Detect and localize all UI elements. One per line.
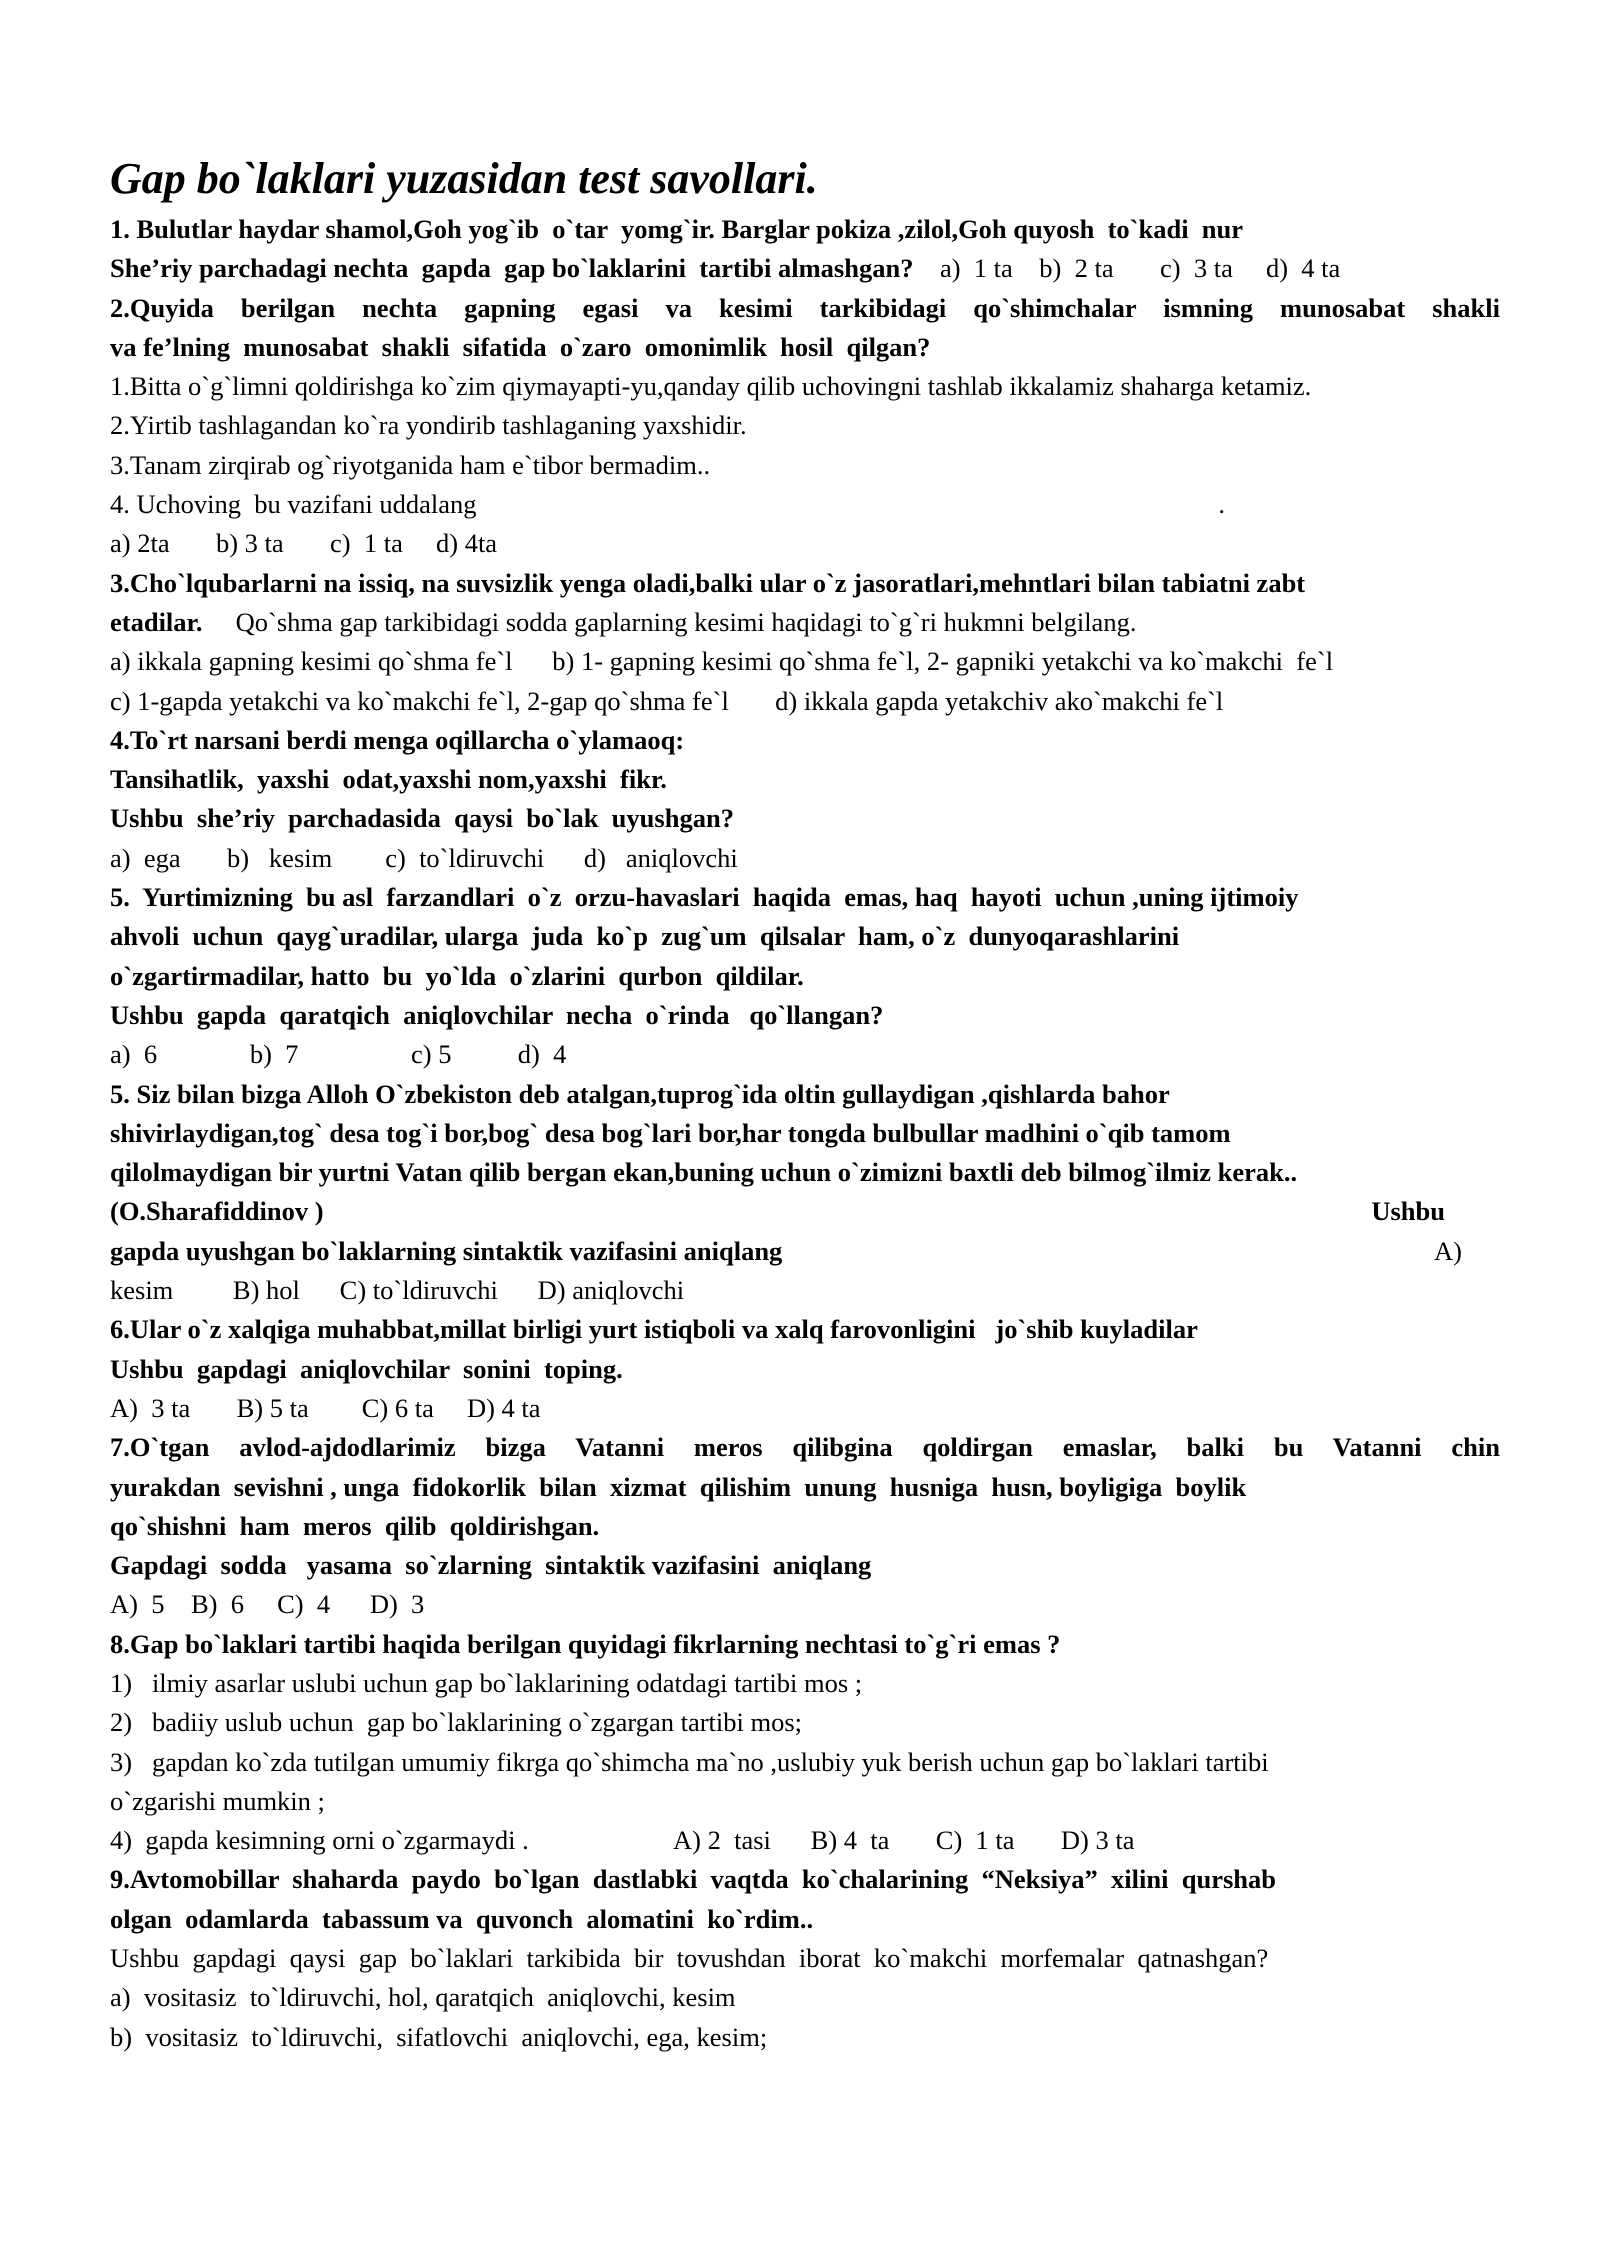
- q9-question: Ushbu gapdagi qaysi gap bo`laklari tarkibida bir tovushdan iborat ko`makchi morfemalar qatnashgan?: [110, 1943, 1269, 1974]
- q5a-text-line1: 5. Yurtimizning bu asl farzandlari o`z orzu-havaslari haqida emas, haq hayoti uchun ,uning ijtimoiy: [110, 882, 1299, 913]
- q5b-text-line3: qilolmaydigan bir yurtni Vatan qilib bergan ekan,buning uchun o`zimizni baxtli deb bilmog`ilmiz kerak..: [110, 1157, 1298, 1188]
- document-page: [110, 148, 1500, 2057]
- q6-options: A) 3 ta B) 5 ta C) 6 ta D) 4 ta: [110, 1392, 541, 1423]
- q4-options: a) ega b) kesim c) to`ldiruvchi d) aniqlovchi: [110, 842, 738, 873]
- q7-options: A) 5 B) 6 C) 4 D) 3: [110, 1589, 425, 1620]
- q3-text-line2: [110, 603, 1500, 642]
- q5b-text-line5: [110, 1232, 1462, 1271]
- q3-question: Qo`shma gap tarkibidagi sodda gaplarning kesimi haqidagi to`g`ri hukmni belgilang.: [202, 606, 1137, 637]
- q4-text-line1: 4.To`rt narsani berdi menga oqillarcha o`ylamaoq:: [110, 724, 685, 755]
- q9-option-a: a) vositasiz to`ldiruvchi, hol, qaratqich aniqlovchi, kesim: [110, 1982, 736, 2013]
- q5a-text-line3: o`zgartirmadilar, hatto bu yo`lda o`zlarini qurbon qildilar.: [110, 960, 804, 991]
- q2-options: a) 2ta b) 3 ta c) 1 ta d) 4ta: [110, 528, 498, 559]
- q9-text-line1: 9.Avtomobillar shaharda paydo bo`lgan dastlabki vaqtda ko`chalarining “Neksiya” xilini qurshab: [110, 1864, 1277, 1895]
- q8-statement-3: 3) gapdan ko`zda tutilgan umumiy fikrga qo`shimcha ma`no ,uslubiy yuk berish uchun gap bo`laklari tartibi: [110, 1746, 1269, 1777]
- q8-statement-3-cont: o`zgarishi mumkin ;: [110, 1785, 325, 1816]
- q2-sentence-1: 1.Bitta o`g`limni qoldirishga ko`zim qiymayapti-yu,qanday qilib uchovingni tashlab ikkalamiz shaharga ketamiz.: [110, 371, 1312, 402]
- q5b-text-line4: [110, 1192, 1445, 1231]
- q3-text-line1: 3.Cho`lqubarlarni na issiq, na suvsizlik yenga oladi,balki ular o`z jasoratlari,mehntlari bilan tabiatni zabt: [110, 567, 1306, 598]
- q7-question: Gapdagi sodda yasama so`zlarning sintaktik vazifasini aniqlang: [110, 1550, 872, 1581]
- q2-text-line1: 2.Quyida berilgan nechta gapning egasi va kesimi tarkibidagi qo`shimchalar ismning munosabat shakli: [110, 292, 1500, 323]
- q3-text-end: etadilar.: [110, 606, 203, 637]
- q6-text: 6.Ular o`z xalqiga muhabbat,millat birligi yurt istiqboli va xalq farovonligini jo`shib kuyladilar: [110, 1314, 1198, 1345]
- q5a-options: a) 6 b) 7 c) 5 d) 4: [110, 1039, 567, 1070]
- q3-options-2: c) 1-gapda yetakchi va ko`makchi fe`l, 2-gap qo`shma fe`l d) ikkala gapda yetakchiv ako`makchi fe`l: [110, 685, 1224, 716]
- q3-options-1: a) ikkala gapning kesimi qo`shma fe`l b) 1- gapning kesimi qo`shma fe`l, 2- gapniki yetakchi va ko`makchi fe`l: [110, 646, 1334, 677]
- q7-text-line1: 7.O`tgan avlod-ajdodlarimiz bizga Vatanni meros qilibgina qoldirgan emaslar, balki bu Vatanni chin: [110, 1432, 1500, 1463]
- q2-sentence-4-dot: .: [1218, 489, 1225, 520]
- q7-text-line3: qo`shishni ham meros qilib qoldirishgan.: [110, 1510, 600, 1541]
- q5a-text-line2: ahvoli uchun qayg`uradilar, ularga juda ko`p zug`um qilsalar ham, o`z dunyoqarashlarini: [110, 921, 1180, 952]
- q8-statement-1: 1) ilmiy asarlar uslubi uchun gap bo`laklarining odatdagi tartibi mos ;: [110, 1667, 863, 1698]
- page-title: Gap bo`laklari yuzasidan test savollari.: [110, 154, 818, 203]
- q8-statement-4-line: [110, 1821, 1500, 1860]
- q9-text-line2: olgan odamlarda tabassum va quvonch alomatini ko`rdim..: [110, 1903, 814, 1934]
- q4-question: Ushbu she’riy parchadasida qaysi bo`lak uyushgan?: [110, 803, 734, 834]
- q8-statement-4: 4) gapda kesimning orni o`zgarmaydi .: [110, 1825, 529, 1856]
- q1-question: She’riy parchadagi nechta gapda gap bo`laklarini tartibi almashgan?: [110, 253, 914, 284]
- q7-text-line2: yurakdan sevishni , unga fidokorlik bilan xizmat qilishim unung husniga husn, boyligiga boylik: [110, 1471, 1247, 1502]
- q8-options: A) 2 tasi B) 4 ta C) 1 ta D) 3 ta: [673, 1825, 1135, 1856]
- q2-sentence-4: 4. Uchoving bu vazifani uddalang: [110, 489, 477, 520]
- q2-sentence-4-row: [110, 485, 1225, 524]
- q5b-option-a-label: A): [1434, 1235, 1462, 1266]
- q9-option-b: b) vositasiz to`ldiruvchi, sifatlovchi aniqlovchi, ega, kesim;: [110, 2021, 768, 2052]
- q1-question-line: [110, 249, 1500, 288]
- q5b-options: kesim B) hol C) to`ldiruvchi D) aniqlovchi: [110, 1275, 685, 1306]
- q8-statement-2: 2) badiiy uslub uchun gap bo`laklarining o`zgargan tartibi mos;: [110, 1707, 803, 1738]
- q5b-author: (O.Sharafiddinov ): [110, 1196, 324, 1227]
- q2-sentence-3: 3.Tanam zirqirab og`riyotganida ham e`tibor bermadim..: [110, 449, 711, 480]
- q4-text-line2: Tansihatlik, yaxshi odat,yaxshi nom,yaxshi fikr.: [110, 764, 667, 795]
- q5a-question: Ushbu gapda qaratqich aniqlovchilar necha o`rinda qo`llangan?: [110, 999, 884, 1030]
- q5b-question-start: Ushbu: [1371, 1196, 1445, 1227]
- q5b-question: gapda uyushgan bo`laklarning sintaktik vazifasini aniqlang: [110, 1235, 783, 1266]
- q5b-text-line2: shivirlaydigan,tog` desa tog`i bor,bog` desa bog`lari bor,har tongda bulbullar madhini o`qib tamom: [110, 1117, 1231, 1148]
- q6-question: Ushbu gapdagi aniqlovchilar sonini toping.: [110, 1353, 623, 1384]
- q2-text-line2: va fe’lning munosabat shakli sifatida o`zaro omonimlik hosil qilgan?: [110, 331, 931, 362]
- q2-sentence-2: 2.Yirtib tashlagandan ko`ra yondirib tashlaganing yaxshidir.: [110, 410, 747, 441]
- q1-text: 1. Bulutlar haydar shamol,Goh yog`ib o`tar yomg`ir. Barglar pokiza ,zilol,Goh quyosh to`kadi nur: [110, 214, 1244, 244]
- q5b-text-line1: 5. Siz bilan bizga Alloh O`zbekiston deb atalgan,tuprog`ida oltin gullaydigan ,qishlarda bahor: [110, 1078, 1170, 1109]
- q1-options: a) 1 ta b) 2 ta c) 3 ta d) 4 ta: [939, 253, 1341, 284]
- q8-question: 8.Gap bo`laklari tartibi haqida berilgan quyidagi fikrlarning nechtasi to`g`ri emas ?: [110, 1628, 1061, 1659]
